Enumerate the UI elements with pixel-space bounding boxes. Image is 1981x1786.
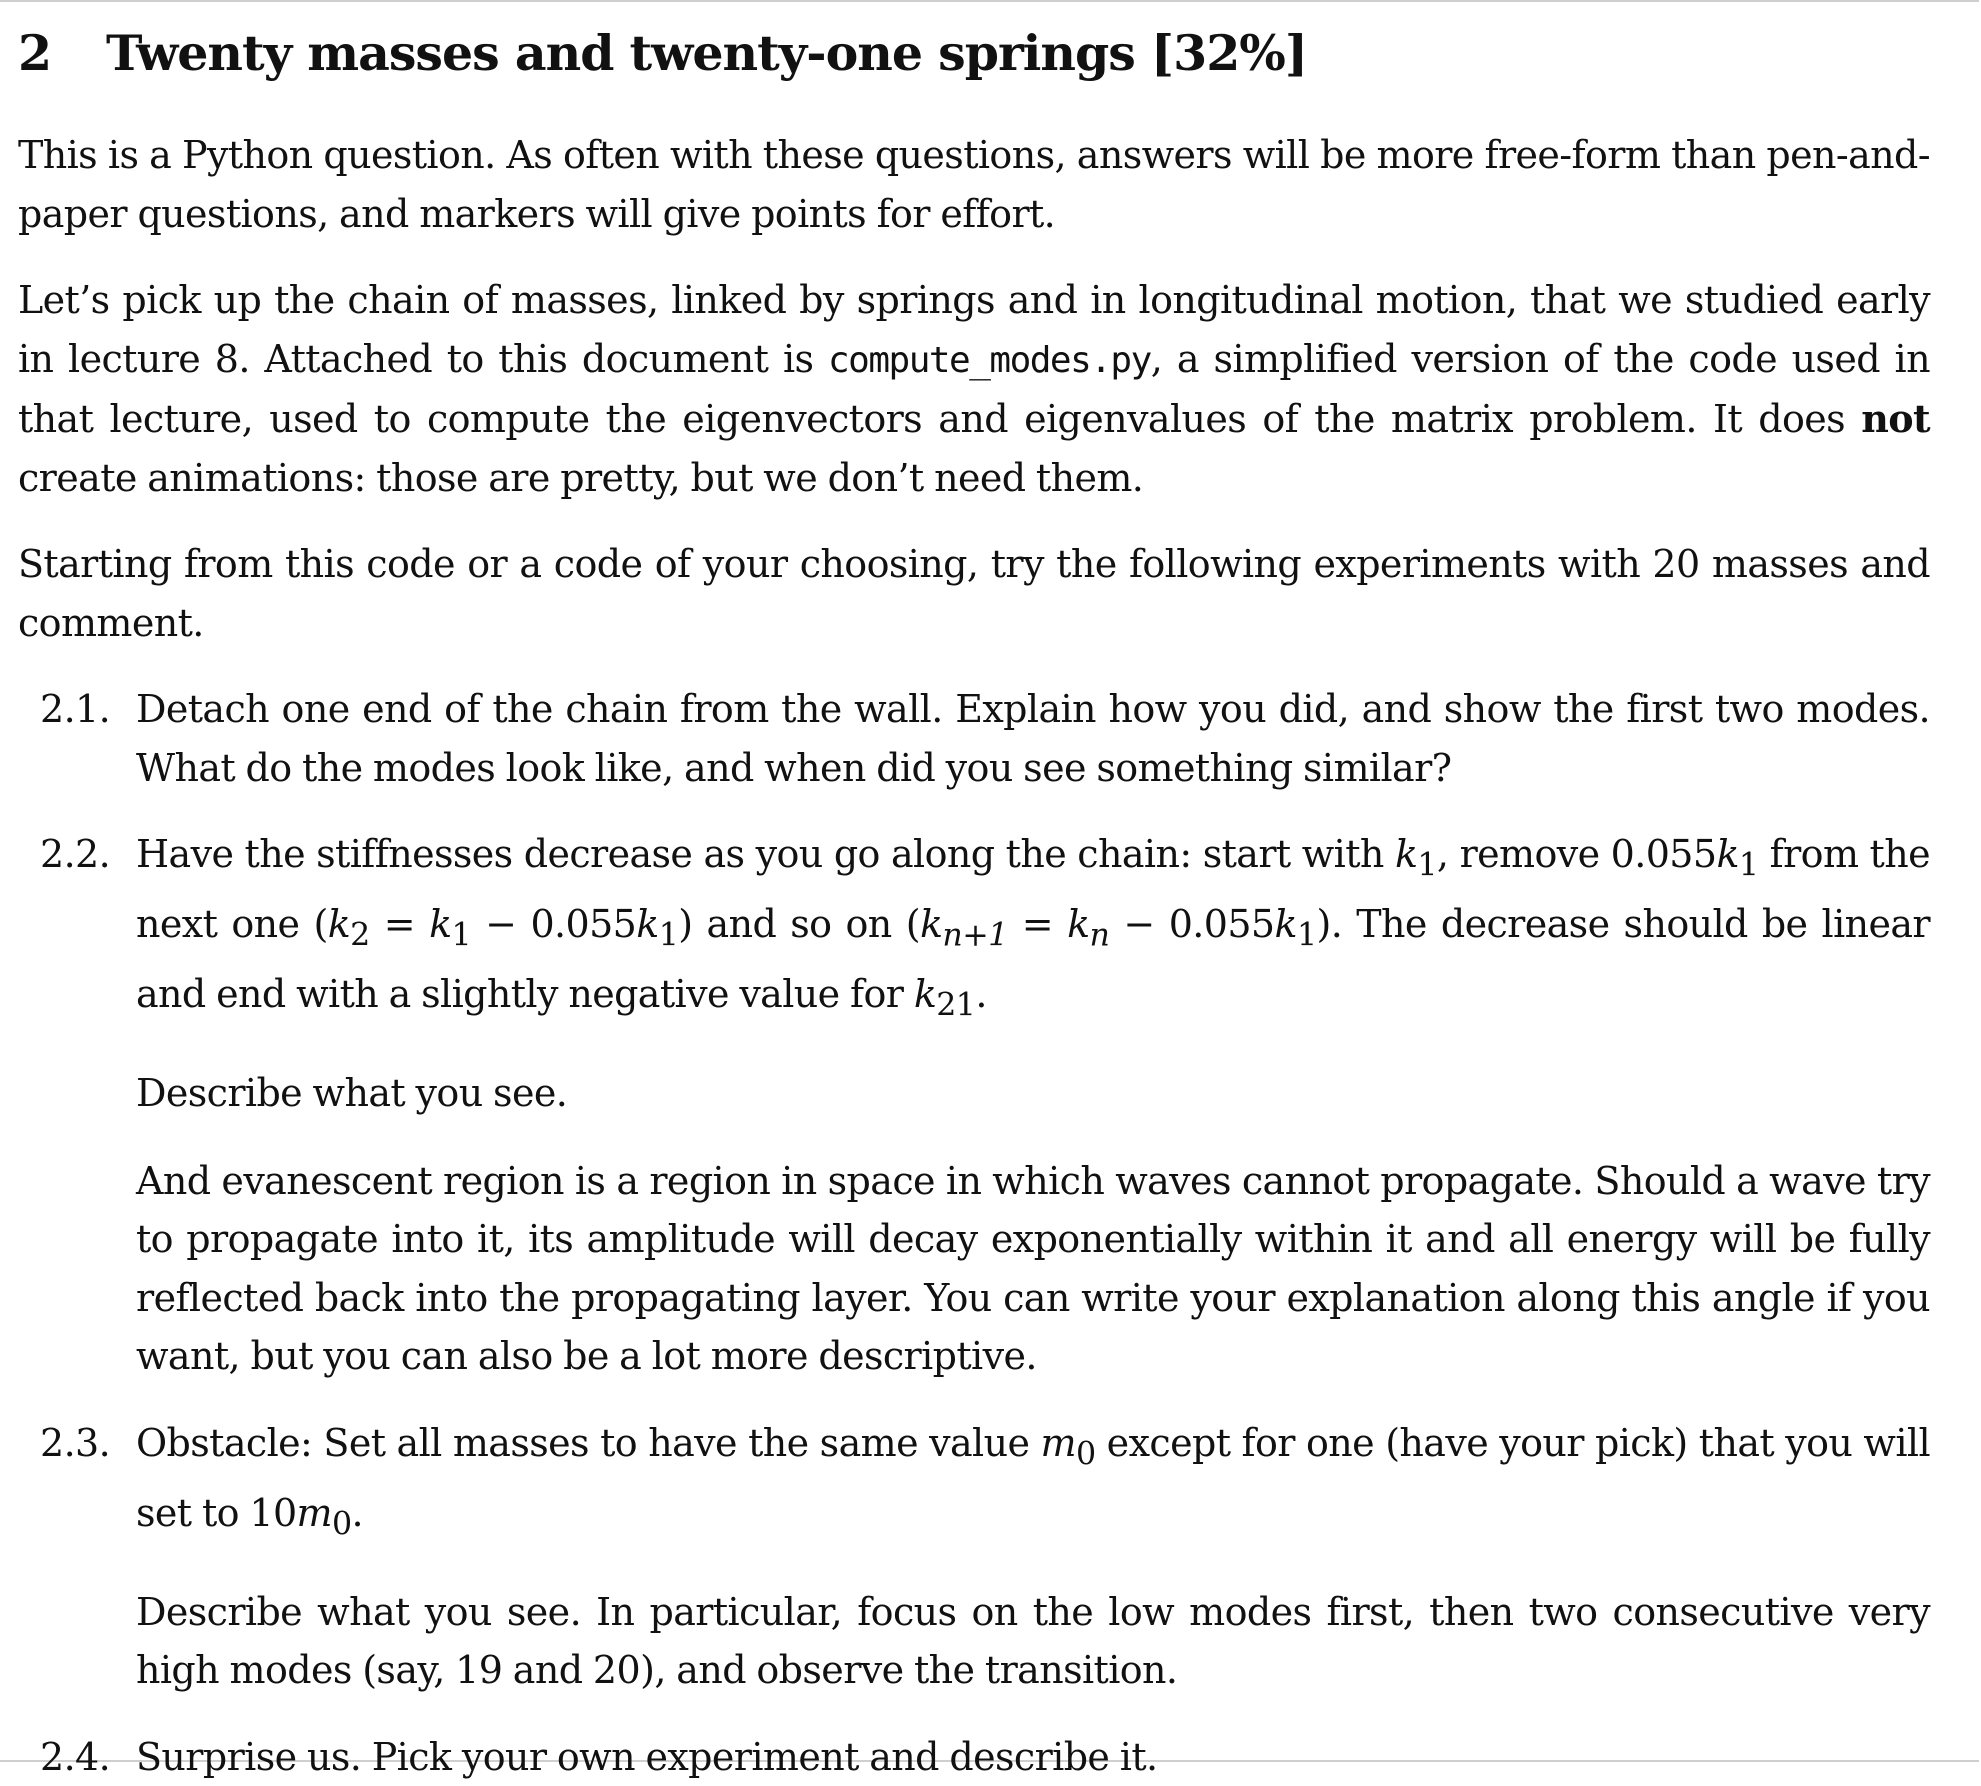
intro-paragraph-1: This is a Python question. As often with these questions, answers will be more free-form than pen-and-paper questions, and markers will give points for effort. [18, 133, 1930, 236]
section-title: Twenty masses and twenty-one springs [32%] [106, 24, 1308, 82]
list-item-2-2 [18, 825, 1930, 1386]
list-item-2-1 [18, 680, 1930, 797]
item-subparagraph: And evanescent region is a region in space in which waves cannot propagate. Should a wave try to propagate into it, its amplitude will decay exponentially within it and all energy will be fully reflected back into the propagating layer. You can write your explanation along this angle if you want, but you can also be a lot more descriptive. [136, 1158, 1930, 1379]
item-label: 2.4. [40, 1734, 111, 1779]
item-text: Detach one end of the chain from the wall. Explain how you did, and show the first two modes. What do the modes look like, and when did you see something similar? [136, 687, 1930, 790]
item-text: Surprise us. Pick your own experiment and describe it. [136, 1734, 1158, 1779]
intro-paragraph-2: Let’s pick up the chain of masses, linked by springs and in longitudinal motion, that we studied early in lecture 8. Attached to this document is compute_modes.py, a simplified version of the code used in that lecture, used to compute the eigenvectors and eigenvalues of the matrix problem. It does not create animations: those are pretty, but we don’t need them. [18, 278, 1930, 500]
section-number: 2 [18, 24, 52, 82]
intro-paragraph-3: Starting from this code or a code of your choosing, try the following experiments with 20 masses and comment. [18, 542, 1930, 645]
document-body [18, 22, 1930, 1786]
item-label: 2.1. [40, 687, 111, 731]
filename-code: compute_modes.py [828, 339, 1151, 381]
item-text: Have the stiffnesses decrease as you go along the chain: start with $k_1$, remove $0.055k_1$ from the next one $(k_2 = k_1 - 0.055k_1)$ and so on $(k_{n+1} = k_n - 0.055k_1)$. The decrease should be linear and end with a slightly negative value for $k_{21}$. [136, 832, 1931, 1024]
item-label: 2.2. [40, 832, 111, 876]
list-item-2-3 [18, 1414, 1930, 1700]
section-heading [18, 22, 1930, 84]
item-subparagraph: Describe what you see. [136, 1071, 568, 1116]
item-text: Obstacle: Set all masses to have the same value $m_0$ except for one (have your pick) that you will set to $10m_0$. [136, 1420, 1931, 1543]
emphasis-not: not [1861, 396, 1930, 441]
item-label: 2.3. [40, 1420, 111, 1465]
list-item-2-4 [18, 1728, 1930, 1786]
item-subparagraph: Describe what you see. In particular, focus on the low modes first, then two consecutive very high modes (say, 19 and 20), and observe the transition. [136, 1589, 1930, 1693]
